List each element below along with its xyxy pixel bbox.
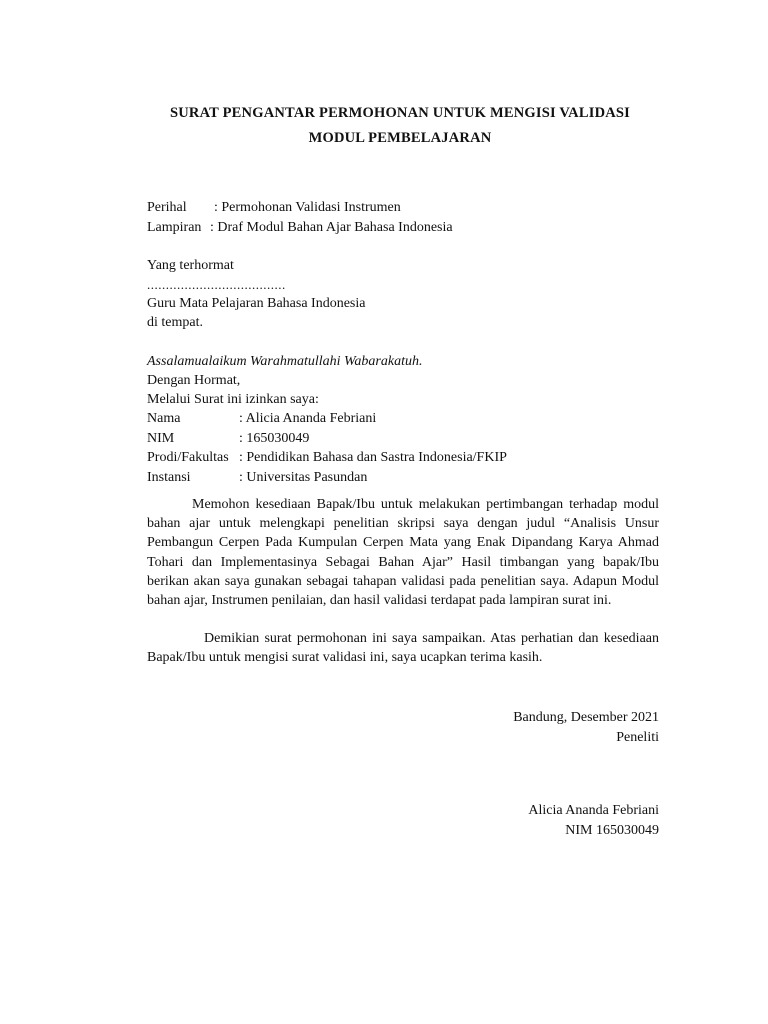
closing-block <box>400 708 659 747</box>
lampiran-label: Lampiran <box>147 219 202 235</box>
identity-row-nama <box>147 409 659 429</box>
lampiran-row <box>147 218 659 238</box>
identity-label: Instansi <box>147 469 191 485</box>
salam-text: Assalamualaikum Warahmatullahi Wabarakatuh. <box>147 354 423 369</box>
identity-row-instansi <box>147 468 659 488</box>
recipient-greeting: Yang terhormat <box>147 258 234 273</box>
letter-title-line-1: SURAT PENGANTAR PERMOHONAN UNTUK MENGISI VALIDASI <box>169 105 631 121</box>
identity-row-prodi <box>147 448 659 468</box>
signer-role: Peneliti <box>616 729 659 745</box>
identity-label: Nama <box>147 411 181 426</box>
perihal-label: Perihal <box>147 200 187 215</box>
identity-value: : Alicia Ananda Febriani <box>239 411 377 426</box>
signature-block <box>400 801 659 840</box>
recipient-dots: ..................................... <box>147 277 286 292</box>
body-paragraph-1: Memohon kesediaan Bapak/Ibu untuk melakukan pertimbangan terhadap modul bahan ajar untuk melengkapi penelitian skripsi saya dengan judul “Analisis Unsur Pembangun Cerpen Pada Kumpulan Cerpen Mata yang Enak Dipandang Karya Ahmad Tohari dan Implementasinya Sebagai Bahan Ajar” Hasil timbangan yang bapak/Ibu berikan akan saya gunakan sebagai tahapan validasi pada penelitian saya. Adapun Modul bahan ajar, Instrumen penilaian, dan hasil validasi terdapat pada lampiran surat ini. <box>147 497 659 609</box>
identity-value: : 165030049 <box>239 430 310 446</box>
body-paragraph-2: Demikian surat permohonan ini saya sampaikan. Atas perhatian dan kesediaan Bapak/Ibu untuk mengisi surat validasi ini, saya ucapkan terima kasih. <box>147 631 659 666</box>
lampiran-value: : Draf Modul Bahan Ajar Bahasa Indonesia <box>210 219 453 235</box>
subject-block <box>147 198 659 237</box>
signer-name: Alicia Ananda Febriani <box>528 803 659 818</box>
identity-label: NIM <box>147 430 175 446</box>
recipient-name: Guru Mata Pelajaran Bahasa Indonesia <box>147 296 366 311</box>
identity-value: : Pendidikan Bahasa dan Sastra Indonesia/FKIP <box>239 450 507 465</box>
identity-row-nim <box>147 429 659 449</box>
opening-block <box>147 352 659 487</box>
signer-nim: NIM 165030049 <box>565 822 659 838</box>
perihal-value: : Permohonan Validasi Instrumen <box>214 200 401 215</box>
recipient-block <box>147 256 659 332</box>
hormat-text: Dengan Hormat, <box>147 373 241 388</box>
identity-label: Prodi/Fakultas <box>147 450 229 465</box>
place-date: Bandung, Desember 2021 <box>513 710 659 725</box>
intro-text: Melalui Surat ini izinkan saya: <box>147 392 319 407</box>
perihal-row <box>147 198 659 218</box>
identity-value: : Universitas Pasundan <box>239 469 368 485</box>
letter-title-line-2: MODUL PEMBELAJARAN <box>308 130 492 146</box>
recipient-place: di tempat. <box>147 315 203 330</box>
